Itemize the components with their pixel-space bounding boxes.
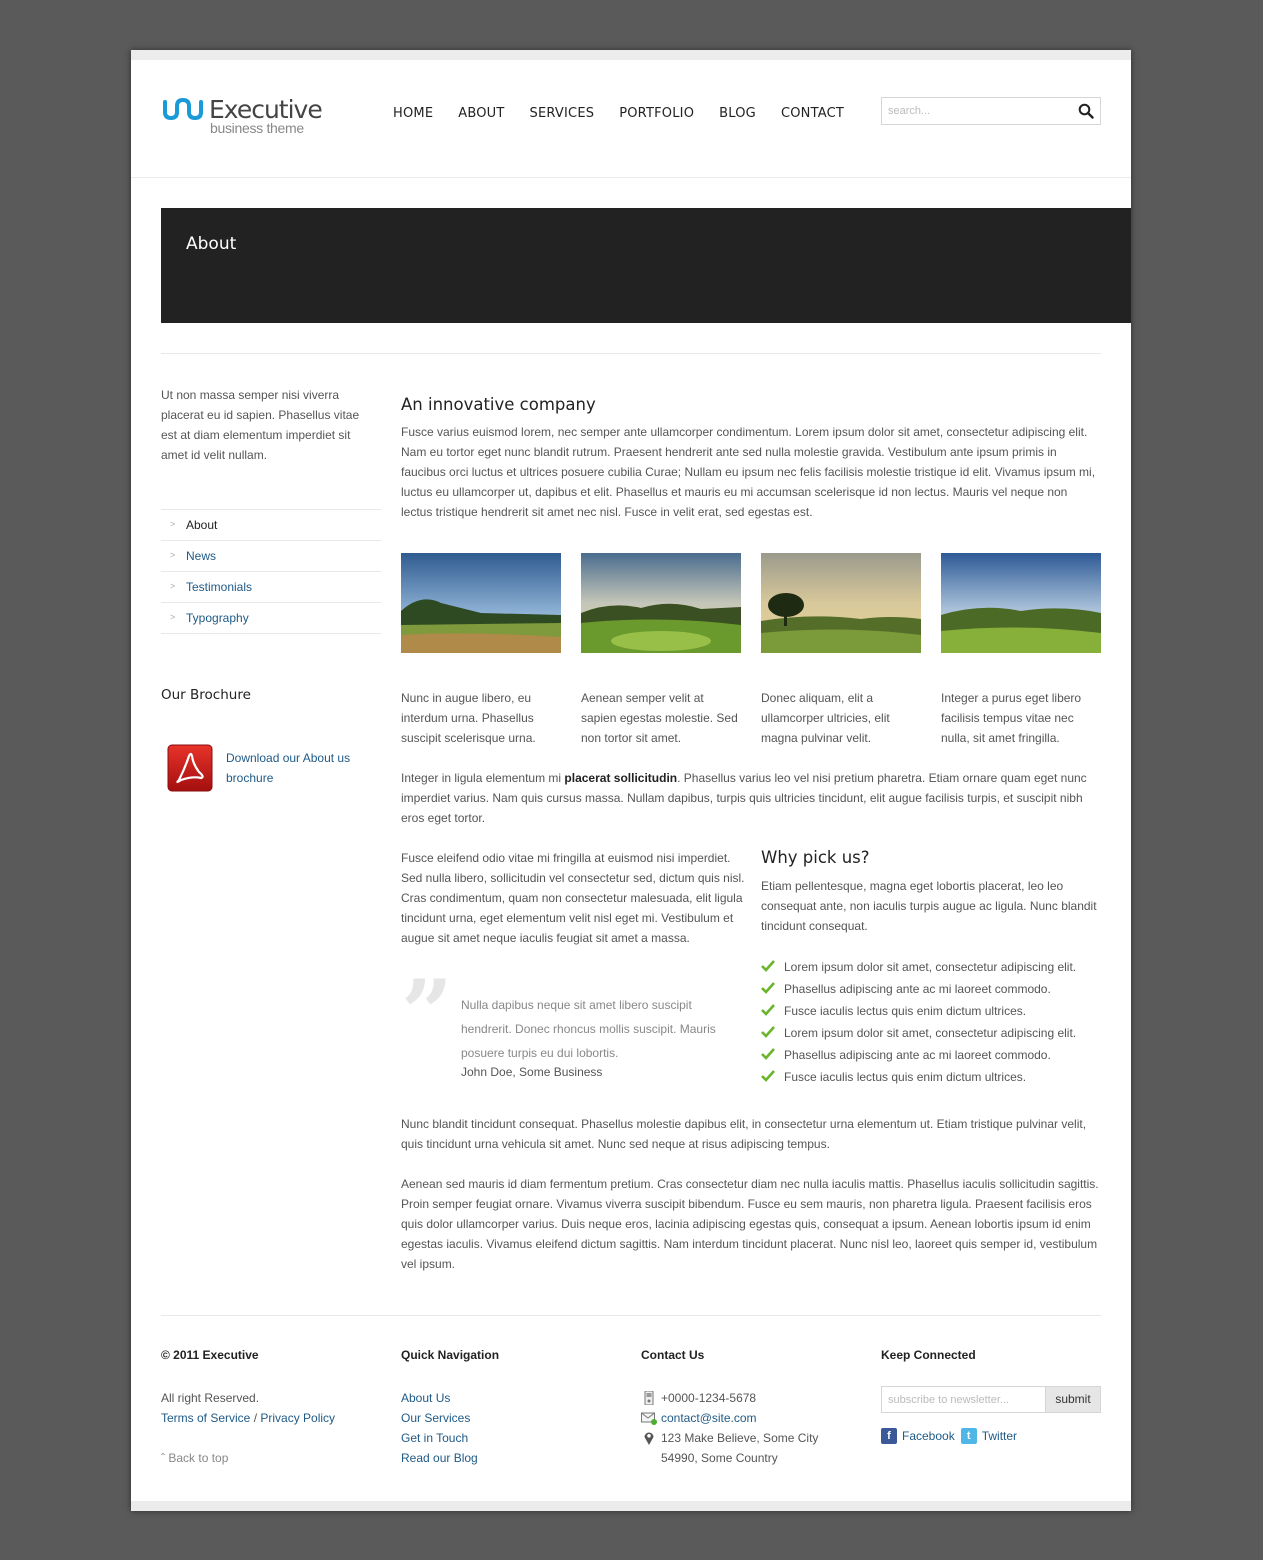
legal-separator: / xyxy=(250,1411,261,1425)
sidebar-item-about[interactable] xyxy=(161,510,381,541)
page-container xyxy=(131,50,1131,1511)
why-title: Why pick us? xyxy=(761,848,870,867)
list-item xyxy=(761,980,1106,1002)
sidebar-menu xyxy=(161,509,381,634)
paragraph-2 xyxy=(401,768,1101,828)
list-item xyxy=(761,1002,1106,1024)
page-title: About xyxy=(186,234,237,254)
chevron-right-icon: > xyxy=(170,519,176,529)
copyright-heading: © 2011 Executive xyxy=(161,1348,259,1362)
social-links xyxy=(881,1428,1023,1444)
checkmark-icon xyxy=(761,1026,775,1038)
search-icon[interactable] xyxy=(1078,103,1094,119)
footer-link-blog[interactable]: Read our Blog xyxy=(401,1451,478,1465)
facebook-link[interactable] xyxy=(881,1428,955,1444)
back-to-top-label: Back to top xyxy=(168,1451,229,1465)
list-item-text: Fusce iaculis lectus quis enim dictum ultrices. xyxy=(784,1070,1027,1084)
keep-connected-heading: Keep Connected xyxy=(881,1348,976,1362)
sidebar-item-label: About xyxy=(186,518,218,532)
map-pin-icon xyxy=(641,1431,657,1445)
nav-about[interactable]: ABOUT xyxy=(458,106,505,121)
facebook-label: Facebook xyxy=(902,1429,955,1443)
list-item-text: Lorem ipsum dolor sit amet, consectetur adipiscing elit. xyxy=(784,1026,1077,1040)
footer-col-contact xyxy=(641,1348,871,1468)
checkmark-icon xyxy=(761,982,775,994)
newsletter-submit-button[interactable]: submit xyxy=(1045,1387,1100,1412)
checkmark-icon xyxy=(761,1070,775,1082)
feature-checklist xyxy=(761,958,1106,1090)
paragraph-3: Nunc blandit tincidunt consequat. Phasellus molestie dapibus elit, in consectetur urna elementum ut. Etiam tristique pulvinar velit, quis tincidunt urna vehicula sit amet. Nunc sed neque at risus adipiscing tempus. xyxy=(401,1117,1087,1151)
legal-links xyxy=(161,1408,391,1428)
sidebar-intro: Ut non massa semper nisi viverra placerat eu id sapien. Phasellus vitae est at diam elementum imperdiet sit amet id velit nullam. xyxy=(161,388,360,462)
phone-icon xyxy=(641,1391,657,1405)
contact-phone xyxy=(641,1388,871,1408)
nav-home[interactable]: HOME xyxy=(393,106,434,121)
list-item-text: Fusce iaculis lectus quis enim dictum ultrices. xyxy=(784,1004,1027,1018)
content-divider xyxy=(161,353,1101,354)
search-input[interactable] xyxy=(882,98,1072,124)
quick-nav-heading: Quick Navigation xyxy=(401,1348,500,1362)
caret-up-icon: ˆ xyxy=(161,1451,169,1465)
left-column-text: Fusce eleifend odio vitae mi fringilla at euismod nisi imperdiet. Sed nulla libero, sollicitudin vel consectetur sed, dictum quis nisl. Cras condimentum, quam non consectetur malesuada, elit ligula tincidunt urna, eget elementum velit nisl eget mi. Vestibulum et augue sit amet neque iaculis feugiat sit amet a massa. xyxy=(401,851,745,945)
email-icon xyxy=(641,1411,657,1425)
nav-services[interactable]: SERVICES xyxy=(529,106,595,121)
footer-col-connect xyxy=(881,1348,1111,1443)
nav-portfolio[interactable]: PORTFOLIO xyxy=(619,106,695,121)
chevron-right-icon: > xyxy=(170,581,176,591)
chevron-right-icon: > xyxy=(170,550,176,560)
checkmark-icon xyxy=(761,1004,775,1016)
contact-address xyxy=(641,1428,871,1448)
address-line-2: 54990, Some Country xyxy=(661,1451,778,1465)
nav-blog[interactable]: BLOG xyxy=(719,106,756,121)
contact-address-2 xyxy=(641,1448,871,1468)
list-item xyxy=(761,1024,1106,1046)
chevron-right-icon: > xyxy=(170,612,176,622)
footer-col-copyright xyxy=(161,1348,391,1468)
logo-wave-icon xyxy=(163,98,205,120)
gallery-image-2[interactable] xyxy=(581,553,741,653)
list-item-text: Phasellus adipiscing ante ac mi laoreet commodo. xyxy=(784,982,1051,996)
checkmark-icon xyxy=(761,960,775,972)
logo-name: Executive xyxy=(209,95,322,124)
gallery-image-4[interactable] xyxy=(941,553,1101,653)
email-link[interactable]: contact@site.com xyxy=(661,1411,757,1425)
sidebar-item-label: Testimonials xyxy=(186,580,253,594)
twitter-label: Twitter xyxy=(981,1429,1018,1443)
footer-col-quick-nav xyxy=(401,1348,631,1468)
para2-text: Integer in ligula elementum mi xyxy=(401,771,565,785)
list-item-text: Phasellus adipiscing ante ac mi laoreet commodo. xyxy=(784,1048,1051,1062)
testimonial-quote xyxy=(401,960,741,1090)
quote-icon: ” xyxy=(401,960,453,1066)
checkmark-icon xyxy=(761,1048,775,1060)
paragraph-4: Aenean sed mauris id diam fermentum pretium. Cras consectetur diam nec nulla iaculis mattis. Phasellus iaculis sollicitudin sagittis. Proin semper feugiat ornare. Vivamus viverra suscipit bibendum. Fusce eu sem mauris, non pharetra ligula. Praesent facilisis eros quis dolor ullamcorper varius. Duis neque eros, lacinia adipiscing egestas quis, consequat a ipsum. Aenean lobortis ipsum id enim egestas iaculis. Vivamus eleifend dictum sagittis. Nam interdum tincidunt placerat. Nunc nisl leo, laoreet quis semper id, vestibulum vel ipsum. xyxy=(401,1177,1099,1271)
pdf-icon[interactable] xyxy=(167,744,213,792)
terms-link[interactable]: Terms of Service xyxy=(161,1411,251,1425)
why-text: Etiam pellentesque, magna eget lobortis placerat, leo leo consequat ante, non iaculis turpis augue ac ligula. Nunc blandit tincidunt consequat. xyxy=(761,879,1097,933)
sidebar-item-typography[interactable] xyxy=(161,603,381,634)
sidebar-item-testimonials[interactable] xyxy=(161,572,381,603)
brochure-heading: Our Brochure xyxy=(161,687,251,703)
contact-email xyxy=(641,1408,871,1428)
list-item xyxy=(761,958,1106,980)
gallery-image-3[interactable] xyxy=(761,553,921,653)
page-bottom-border xyxy=(131,1501,1131,1511)
brochure-download-link[interactable]: Download our About us brochure xyxy=(226,751,351,785)
site-logo[interactable] xyxy=(163,96,323,136)
list-item xyxy=(761,1046,1106,1068)
twitter-icon: t xyxy=(961,1428,977,1444)
newsletter-input[interactable] xyxy=(882,1387,1046,1412)
section-title: An innovative company xyxy=(401,395,596,414)
address-line-1: 123 Make Believe, Some City xyxy=(661,1431,819,1445)
nav-contact[interactable]: CONTACT xyxy=(780,106,844,121)
quote-author: John Doe, Some Business xyxy=(461,1065,603,1079)
search-box xyxy=(881,97,1101,125)
phone-number: +0000-1234-5678 xyxy=(661,1391,757,1405)
quote-text: Nulla dapibus neque sit amet libero suscipit hendrerit. Donec rhoncus mollis suscipit. Mauris posuere turpis eu dui lobortis. xyxy=(461,998,716,1060)
para2-text: . Phasellus varius leo vel nisi pretium pharetra. Etiam ornare quam eget nunc imperdiet varius. Nam quis cursus massa. Nullam dapibus, turpis quis ultricies tincidunt, elit augue facilisis turpis, et suscipit nibh eros eget tortor. xyxy=(401,771,1087,825)
header-divider xyxy=(131,177,1131,178)
privacy-link[interactable]: Privacy Policy xyxy=(260,1411,336,1425)
logo-tagline: business theme xyxy=(210,120,304,136)
sidebar-item-label: News xyxy=(186,549,217,563)
back-to-top-link[interactable] xyxy=(161,1448,391,1468)
facebook-icon: f xyxy=(881,1428,897,1444)
list-item-text: Lorem ipsum dolor sit amet, consectetur adipiscing elit. xyxy=(784,960,1077,974)
footer-link-contact[interactable]: Get in Touch xyxy=(401,1431,469,1445)
twitter-link[interactable] xyxy=(961,1428,1017,1444)
gallery-caption: Integer a purus eget libero facilisis tempus vitae nec nulla, sit amet fringilla. xyxy=(941,691,1082,745)
page-banner xyxy=(161,208,1131,323)
sidebar-item-news[interactable] xyxy=(161,541,381,572)
gallery-image-1[interactable] xyxy=(401,553,561,653)
footer-link-about[interactable]: About Us xyxy=(401,1391,451,1405)
gallery-caption: Aenean semper velit at sapien egestas molestie. Sed non tortor sit amet. xyxy=(581,691,738,745)
sidebar-item-label: Typography xyxy=(186,611,249,625)
image-gallery xyxy=(401,553,1101,743)
newsletter-form xyxy=(881,1386,1101,1413)
main-nav xyxy=(393,106,869,121)
rights-text: All right Reserved. xyxy=(161,1391,260,1405)
gallery-caption: Nunc in augue libero, eu interdum urna. Phasellus suscipit scelerisque urna. xyxy=(401,691,536,745)
footer-link-services[interactable]: Our Services xyxy=(401,1411,471,1425)
list-item xyxy=(761,1068,1106,1090)
footer-divider xyxy=(161,1315,1101,1316)
gallery-caption: Donec aliquam, elit a ullamcorper ultricies, elit magna pulvinar velit. xyxy=(761,691,890,745)
para2-bold: placerat sollicitudin xyxy=(564,771,678,785)
contact-heading: Contact Us xyxy=(641,1348,705,1362)
intro-paragraph: Fusce varius euismod lorem, nec semper ante ullamcorper condimentum. Lorem ipsum dolor sit amet, consectetur adipiscing elit. Nam eu tortor eget nunc blandit rutrum. Praesent hendrerit ante sed nulla molestie gravida. Vestibulum ante ipsum primis in faucibus orci luctus et ultrices posuere cubilia Curae; Nullam eu ipsum nec felis facilisis molestie tristique id elit. Vivamus ipsum mi, luctus eu ullamcorper ut, dapibus et elit. Phasellus et mauris eu mi accumsan scelerisque id non lectus. Mauris vel neque non lectus tristique hendrerit sit amet nec nisl. Fusce in velit erat, sed egestas est. xyxy=(401,425,1096,519)
